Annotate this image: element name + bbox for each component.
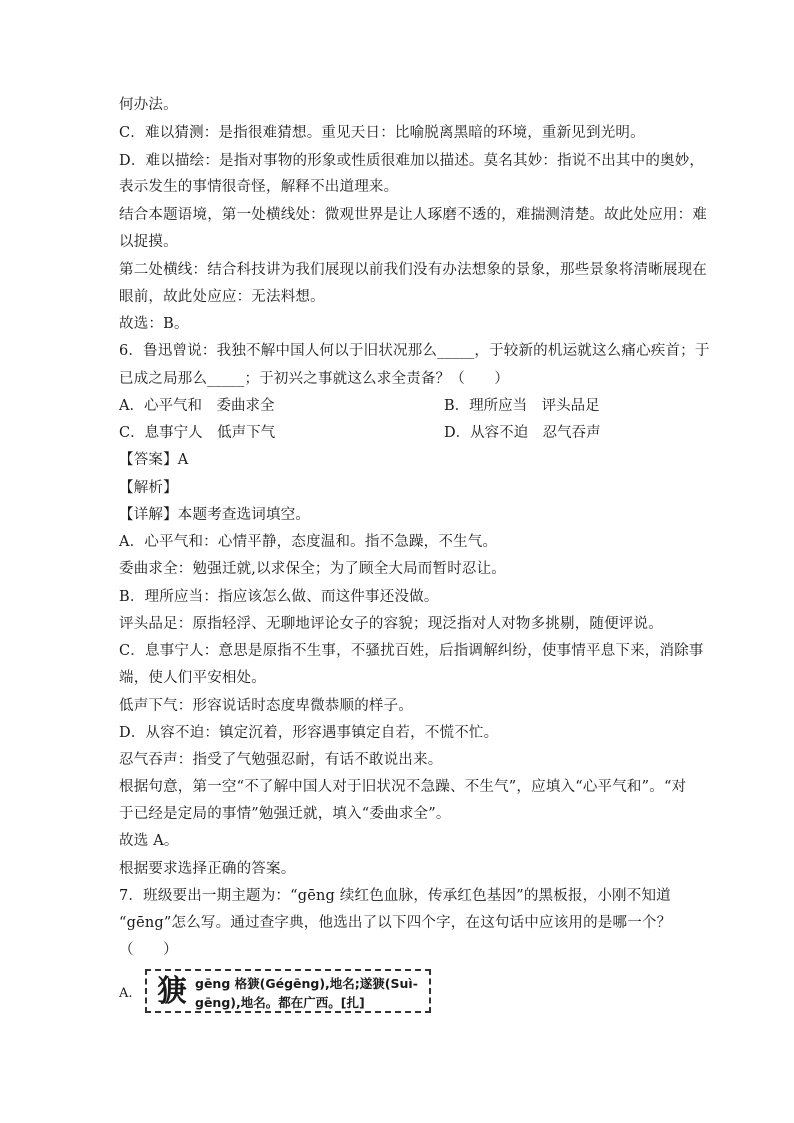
- text-line: 根据句意，第一空“不了解中国人对于旧状况不急躁、不生气”，应填入“心平气和”。“对: [119, 779, 687, 795]
- text-line: C．难以猜测：是指很难猜想。重见天日：比喻脱离黑暗的环境，重新见到光明。: [119, 125, 645, 141]
- option-a-label: A.: [119, 986, 133, 1001]
- question-7-stem: “gēng”怎么写。通过查字典，他选出了以下四个字，在这句话中应该用的是哪一个？: [119, 915, 672, 931]
- text-line: 故选 A。: [119, 833, 179, 849]
- dictionary-definition-line: gēng 格㹹(Gégēng),地名;遂㹹(Suì-: [195, 976, 418, 991]
- option-b: B．理所应当 评头品足: [444, 398, 600, 414]
- question-6-stem: 已成之局那么_____；于初兴之事就这么求全责备？（ ）: [119, 371, 510, 387]
- option-a: A．心平气和 委曲求全: [119, 398, 275, 414]
- text-line: 故选：B。: [119, 316, 189, 332]
- text-line: 眼前，故此处应应：无法料想。: [119, 289, 325, 305]
- text-line: 何办法。: [119, 97, 178, 113]
- text-line: 第二处横线：结合科技讲为我们展现以前我们没有办法想象的景象，那些景象将清晰展现在: [119, 262, 707, 278]
- text-line: 忍气吞声：指受了气勉强忍耐，有话不敢说出来。: [119, 752, 443, 768]
- text-line: D．从容不迫：镇定沉着，形容遇事镇定自若，不慌不忙。: [119, 725, 499, 741]
- text-line: C．息事宁人：意思是原指不生事，不骚扰百姓，后指调解纠纷，使事情平息下来，消除事: [119, 643, 704, 659]
- text-line: 根据要求选择正确的答案。: [119, 861, 296, 877]
- text-line: 评头品足：原指轻浮、无聊地评论女子的容貌；现泛指对人对物多挑剔，随便评说。: [119, 616, 663, 632]
- answer-line: 【答案】A: [119, 452, 189, 468]
- text-line: 以捉摸。: [119, 234, 178, 250]
- detail-heading: 【详解】本题考查选词填空。: [119, 507, 311, 523]
- text-line: 于已经是定局的事情”勉强迁就，填入“委曲求全”。: [119, 806, 451, 822]
- question-7-stem: （ ）: [119, 942, 178, 958]
- question-6-stem: 6．鲁迅曾说：我独不解中国人何以于旧状况那么_____，于较新的机运就这么痛心疾首；于: [119, 343, 710, 359]
- analysis-heading: 【解析】: [119, 480, 178, 496]
- option-d: D．从容不迫 忍气吞声: [444, 425, 601, 441]
- text-line: D．难以描绘：是指对事物的形象或性质很难加以描述。莫名其妙：指说不出其中的奥妙，: [119, 153, 705, 169]
- text-line: B．理所应当：指应该怎么做、而这件事还没做。: [119, 589, 439, 605]
- text-line: 端，使人们平安相处。: [119, 670, 266, 686]
- dictionary-entry-image: [145, 969, 431, 1013]
- text-line: 结合本题语境，第一处横线处：微观世界是让人琢磨不透的，难揣测清楚。故此处应用：难: [119, 207, 707, 223]
- question-7-stem: 7．班级要出一期主题为：“gēng 续红色血脉，传承红色基因”的黑板报，小刚不知道: [119, 888, 671, 904]
- dictionary-definition-line: gēng),地名。都在广西。[扎]: [195, 995, 365, 1010]
- text-line: 低声下气：形容说话时态度卑微恭顺的样子。: [119, 698, 413, 714]
- dictionary-character: 㹹: [157, 974, 187, 1009]
- text-line: 表示发生的事情很奇怪，解释不出道理来。: [119, 179, 399, 195]
- option-c: C．息事宁人 低声下气: [119, 425, 276, 441]
- text-line: A．心平气和：心情平静，态度温和。指不急躁，不生气。: [119, 534, 498, 550]
- text-line: 委曲求全：勉强迁就,以求保全；为了顾全大局而暂时忍让。: [119, 561, 507, 577]
